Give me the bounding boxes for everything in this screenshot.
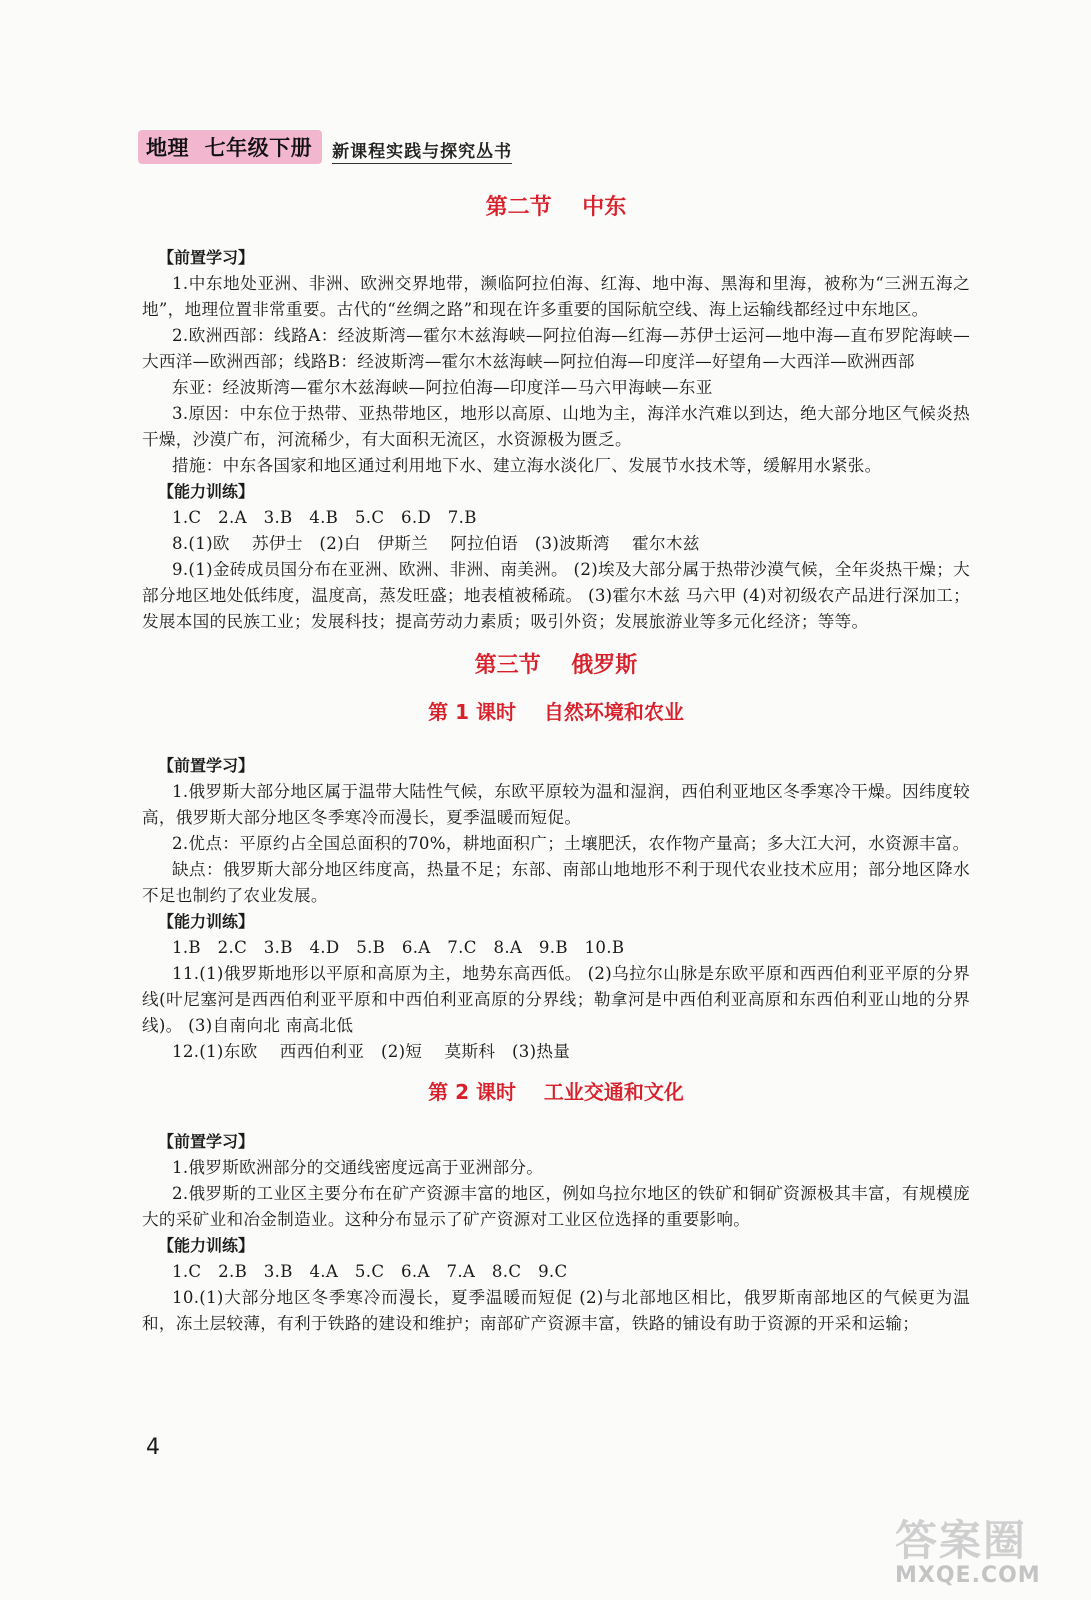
- answer-line: 1.B 2.C 3.B 4.D 5.B 6.A 7.C 8.A 9.B 10.B: [172, 938, 625, 957]
- prestudy-item: 2.俄罗斯的工业区主要分布在矿产资源丰富的地区，例如乌拉尔地区的铁矿和铜矿资源极其丰富，有规模庞大的采矿业和冶金制造业。这种分布显示了矿产资源对工业区位选择的重要影响。: [142, 1184, 970, 1229]
- prestudy-item: 1.中东地处亚洲、非洲、欧洲交界地带，濒临阿拉伯海、红海、地中海、黑海和里海，被称为“三洲五海之地”，地理位置非常重要。古代的“丝绸之路”和现在许多重要的国际航空线、海上运输线都经过中东地区。: [142, 274, 970, 319]
- section-russia: [142, 653, 970, 1337]
- page-content: [142, 195, 970, 1337]
- prestudy-item: 东亚：经波斯湾—霍尔木兹海峡—阿拉伯海—印度洋—马六甲海峡—东亚: [172, 378, 713, 397]
- watermark-url: MXQE.COM: [895, 1563, 1041, 1588]
- prestudy-item: 1.俄罗斯大部分地区属于温带大陆性气候，东欧平原较为温和湿润，西伯利亚地区冬季寒冷干燥。因纬度较高，俄罗斯大部分地区冬季寒冷而漫长，夏季温暖而短促。: [142, 782, 970, 827]
- prestudy-item: 缺点：俄罗斯大部分地区纬度高，热量不足；东部、南部山地地形不利于现代农业技术应用；部分地区降水不足也制约了农业发展。: [142, 860, 970, 905]
- answer-paragraph: 9.(1)金砖成员国分布在亚洲、欧洲、非洲、南美洲。 (2)埃及大部分属于热带沙漠气候，全年炎热干燥；大部分地区地处低纬度，温度高，蒸发旺盛；地表植被稀疏。 (3)霍尔木兹 马六甲 (4)对初级农产品进行深加工；发展本国的民族工业；发展科技；提高劳动力素质；吸引外资；发展旅游业等多元化经济；等等。: [142, 560, 970, 631]
- answer-line: 1.C 2.A 3.B 4.B 5.C 6.D 7.B: [172, 508, 477, 527]
- subject-grade-badge: 地理 七年级下册: [138, 130, 322, 164]
- lesson-title: 第 2 课时 工业交通和文化: [428, 1080, 684, 1104]
- answer-paragraph: 10.(1)大部分地区冬季寒冷而漫长，夏季温暖而短促 (2)与北部地区相比，俄罗斯南部地区的气候更为温和，冻土层较薄，有利于铁路的建设和维护；南部矿产资源丰富，铁路的铺设有助于资源的开采和运输；: [142, 1288, 970, 1333]
- prestudy-item: 1.俄罗斯欧洲部分的交通线密度远高于亚洲部分。: [172, 1158, 544, 1177]
- prestudy-item: 3.原因：中东位于热带、亚热带地区，地形以高原、山地为主，海洋水汽难以到达，绝大部分地区气候炎热干燥，沙漠广布，河流稀少，有大面积无流区，水资源极为匮乏。: [142, 404, 970, 449]
- section-title: 第三节 俄罗斯: [474, 653, 638, 678]
- prestudy-label: 【前置学习】: [158, 248, 255, 267]
- training-label: 【能力训练】: [158, 1236, 255, 1255]
- prestudy-item: 2.优点：平原约占全国总面积的70%，耕地面积广；土壤肥沃，农作物产量高；多大江大河，水资源丰富。: [172, 834, 970, 853]
- watermark-logo: 答案圈: [895, 1516, 1028, 1565]
- book-series-title: 新课程实践与探究丛书: [332, 137, 512, 164]
- lesson-2: [142, 1079, 970, 1337]
- answer-line: 1.C 2.B 3.B 4.A 5.C 6.A 7.A 8.C 9.C: [172, 1262, 568, 1281]
- prestudy-label: 【前置学习】: [158, 756, 255, 775]
- page-header: [138, 130, 512, 164]
- lesson-1: [142, 699, 970, 1065]
- section-middle-east: [142, 195, 970, 635]
- watermark: [895, 1518, 1085, 1596]
- training-label: 【能力训练】: [158, 912, 255, 931]
- training-label: 【能力训练】: [158, 482, 255, 501]
- answer-line: 12.(1)东欧 西西伯利亚 (2)短 莫斯科 (3)热量: [172, 1042, 571, 1061]
- page-number: 4: [146, 1435, 160, 1460]
- answer-paragraph: 11.(1)俄罗斯地形以平原和高原为主，地势东高西低。 (2)乌拉尔山脉是东欧平原和西西伯利亚平原的分界线(叶尼塞河是西西伯利亚平原和中西伯利亚高原的分界线；勒拿河是中西伯利亚高原和东西伯利亚山地的分界线)。 (3)自南向北 南高北低: [142, 964, 970, 1035]
- answer-line: 8.(1)欧 苏伊士 (2)白 伊斯兰 阿拉伯语 (3)波斯湾 霍尔木兹: [172, 534, 700, 553]
- prestudy-item: 措施：中东各国家和地区通过利用地下水、建立海水淡化厂、发展节水技术等，缓解用水紧张。: [172, 456, 882, 475]
- lesson-title: 第 1 课时 自然环境和农业: [428, 700, 684, 724]
- prestudy-label: 【前置学习】: [158, 1132, 255, 1151]
- section-title: 第二节 中东: [485, 195, 627, 220]
- prestudy-item: 2.欧洲西部：线路A：经波斯湾—霍尔木兹海峡—阿拉伯海—红海—苏伊士运河—地中海—直布罗陀海峡—大西洋—欧洲西部；线路B：经波斯湾—霍尔木兹海峡—阿拉伯海—印度洋—好望角—大西洋—欧洲西部: [142, 326, 970, 371]
